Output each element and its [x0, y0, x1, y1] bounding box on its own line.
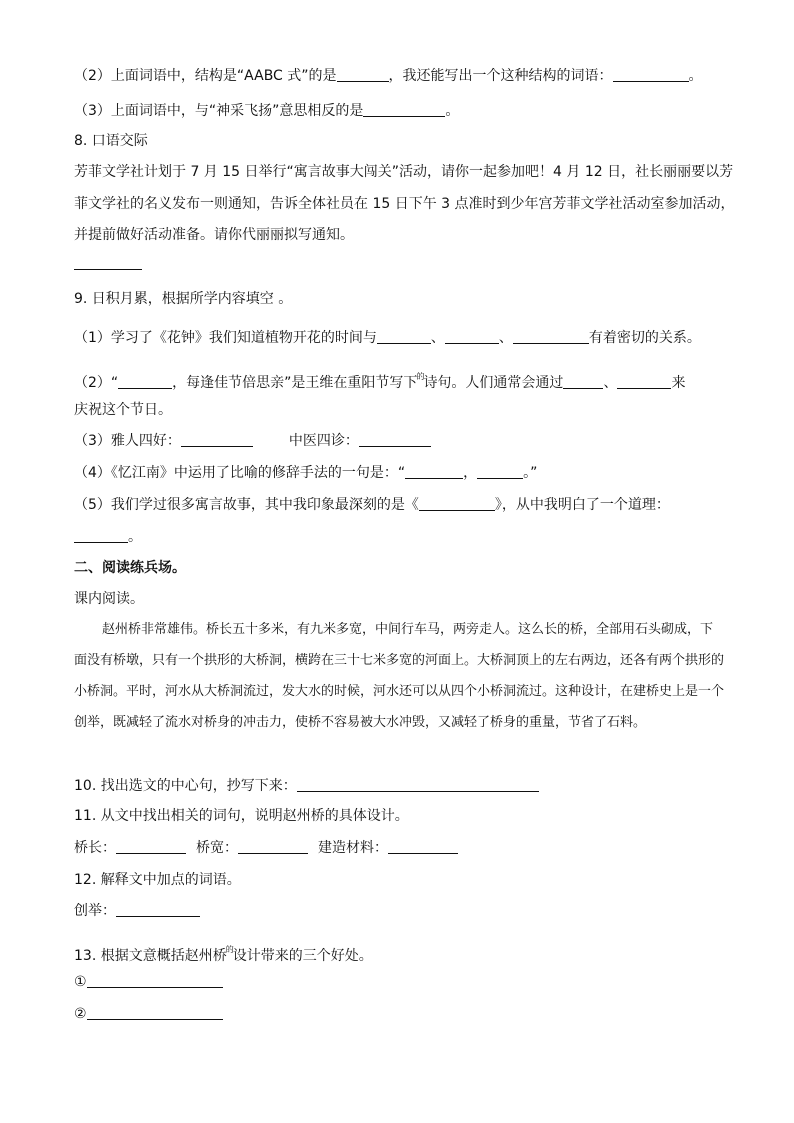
q12-answer: 创举：: [74, 901, 200, 921]
answer-blank[interactable]: [74, 528, 128, 543]
q9-part5-answer: 。: [74, 527, 142, 547]
answer-blank[interactable]: [74, 255, 142, 270]
q11-answers: 桥长： 桥宽： 建造材料：: [74, 838, 458, 858]
q8-title: 8. 口语交际: [74, 133, 148, 149]
section-title: 二、阅读练兵场。: [74, 560, 186, 576]
q8-line: 菲文学社的名义发布一则通知，告诉全体社员在 15 日下午 3 点准时到少年宫芳菲文学社活动室参加活动，: [74, 196, 735, 212]
answer-blank[interactable]: [297, 777, 539, 792]
answer-blank[interactable]: [419, 496, 495, 511]
answer-blank[interactable]: [87, 973, 223, 988]
answer-blank[interactable]: [118, 374, 172, 389]
answer-blank[interactable]: [477, 464, 523, 479]
answer-blank[interactable]: [87, 1005, 223, 1020]
answer-blank[interactable]: [377, 329, 431, 344]
q13-item-2: ②: [74, 1004, 223, 1024]
reading-passage: [74, 614, 724, 738]
answer-blank[interactable]: [388, 839, 458, 854]
q10: 10. 找出选文的中心句，抄写下来：: [74, 776, 539, 796]
q12: 12. 解释文中加点的词语。: [74, 872, 241, 888]
q7-part2: （2）上面词语中，结构是“AABC 式”的是 ，我还能写出一个这种结构的词语： 。: [74, 68, 703, 84]
section-subtitle: 课内阅读。: [74, 591, 144, 607]
q11: 11. 从文中找出相关的词句，说明赵州桥的具体设计。: [74, 808, 409, 824]
q13: 13. 根据文意概括赵州桥$^的$设计带来的三个好处。: [74, 945, 373, 964]
q13-item-1: ①: [74, 972, 223, 992]
q8-line: 芳菲文学社计划于 7 月 15 日举行“寓言故事大闯关”活动，请你一起参加吧！4 月 12 日，社长丽丽要以芳: [74, 164, 734, 180]
answer-blank[interactable]: [337, 67, 389, 82]
q9-part3: （3）雅人四好： 中医四诊：: [74, 431, 431, 451]
passage-text: 赵州桥非常雄伟。桥长五十多米，有九米多宽，中间行车马，两旁走人。这么长的桥，全部用石头砌成，下面没有桥墩，只有一个拱形的大桥洞，横跨在三十七米多宽的河面上。大桥洞顶上的左右两边，还各有两个拱形的小桥洞。平时，河水从大桥洞流过，发大水的时候，河水还可以从四个小桥洞流过。这种设计，在建桥史上是一个创举，既减轻了流水对桥身的冲击力，使桥不容易被大水冲毁，又减轻了桥身的重量，节省了石料。: [74, 622, 725, 730]
answer-blank[interactable]: [116, 902, 200, 917]
answer-blank[interactable]: [181, 432, 253, 447]
q9-part2: （2）“ ，每逢佳节倍思亲”是王维在重阳节写下$^的$诗句。人们通常会通过 、 来: [74, 372, 686, 391]
answer-blank[interactable]: [405, 464, 463, 479]
answer-blank[interactable]: [563, 374, 603, 389]
answer-blank[interactable]: [238, 839, 308, 854]
answer-blank[interactable]: [617, 374, 671, 389]
answer-blank[interactable]: [613, 67, 689, 82]
q9-title: 9. 日积月累，根据所学内容填空 。: [74, 291, 293, 307]
answer-blank[interactable]: [359, 432, 431, 447]
q9-part5: （5）我们学过很多寓言故事，其中我印象最深刻的是《 》，从中我明白了一个道理：: [74, 497, 670, 513]
q8-line: 并提前做好活动准备。请你代丽丽拟写通知。: [74, 227, 354, 243]
answer-blank[interactable]: [445, 329, 499, 344]
answer-blank[interactable]: [363, 102, 445, 117]
q9-part4: （4）《忆江南》中运用了比喻的修辞手法的一句是：“ ， 。”: [74, 465, 538, 481]
answer-blank[interactable]: [116, 839, 186, 854]
q7-part3: （3）上面词语中，与“神采飞扬”意思相反的是 。: [74, 103, 460, 119]
q8-answer-line[interactable]: [74, 254, 142, 274]
q9-part1: （1）学习了《花钟》我们知道植物开花的时间与 、 、 有着密切的关系。: [74, 330, 701, 346]
q9-part2-cont: 庆祝这个节日。: [74, 402, 172, 418]
answer-blank[interactable]: [513, 329, 589, 344]
